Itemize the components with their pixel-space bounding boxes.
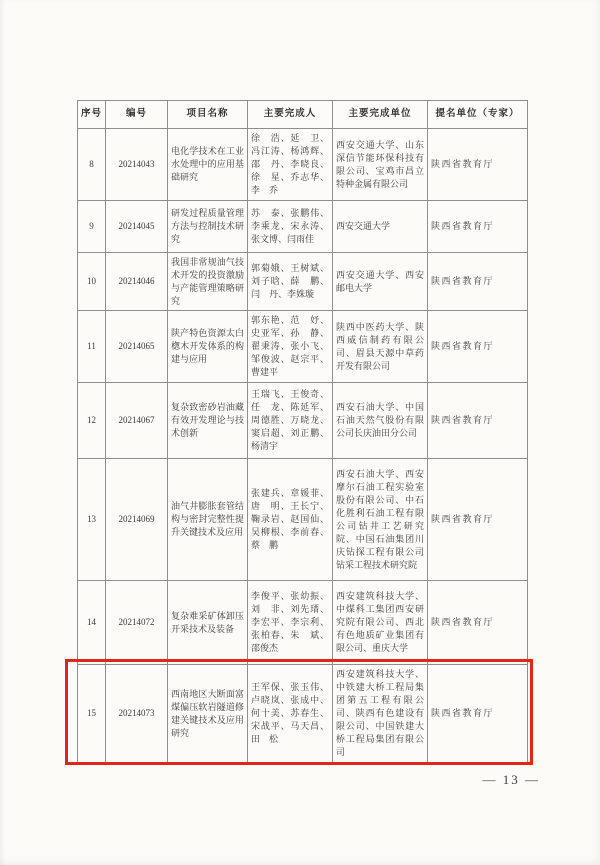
cell-units: 西安交通大学、西安邮电大学 (333, 253, 428, 311)
cell-project-name: 复杂致密砂岩油藏有效开发理论与技术创新 (168, 383, 248, 459)
cell-contributors: 王军保、张玉伟、卢晓岚、张成中、何十美、苏春生、宋战平、马天昌、田 松 (248, 665, 333, 763)
table-row (78, 201, 528, 253)
cell-contributors: 张建兵、章媛菲、唐 明、王长宁、鞠录岩、赵国仙、吴柳根、李前春、蔡 鹏 (248, 459, 333, 581)
cell-nominator: 陕西省教育厅 (428, 665, 528, 763)
cell-serial-number: 10 (78, 253, 106, 311)
table-row (78, 581, 528, 665)
cell-serial-number: 12 (78, 383, 106, 459)
cell-nominator: 陕西省教育厅 (428, 581, 528, 665)
cell-project-name: 研发过程质量管理方法与控制技术研究 (168, 201, 248, 253)
cell-project-name: 复杂难采矿体卸压开采技术及装备 (168, 581, 248, 665)
cell-units: 西安石油大学、西安摩尔石油工程实验室股份有限公司、中石化胜利石油工程有限公司钻井工艺研究院、中国石油集团川庆钻探工程有限公司钻采工程技术研究院 (333, 459, 428, 581)
cell-units: 西安建筑科技大学、中煤科工集团西安研究院有限公司、西北有色地质矿业集团有限公司、重庆大学 (333, 581, 428, 665)
cell-project-name: 我国非常规油气技术开发的投资激励与产能管理策略研究 (168, 253, 248, 311)
cell-units: 西安交通大学 (333, 201, 428, 253)
cell-project-name: 西南地区大断面富煤偏压软岩隧道修建关键技术及应用研究 (168, 665, 248, 763)
cell-serial-number: 8 (78, 129, 106, 201)
cell-project-name: 电化学技术在工业水处理中的应用基础研究 (168, 129, 248, 201)
table-row-highlighted (78, 665, 528, 763)
cell-nominator: 陕西省教育厅 (428, 201, 528, 253)
cell-serial-number: 9 (78, 201, 106, 253)
table-row (78, 459, 528, 581)
cell-serial-number: 13 (78, 459, 106, 581)
table-header-row (78, 101, 528, 129)
cell-code: 20214069 (106, 459, 168, 581)
cell-contributors: 徐 浩、延 卫、冯江涛、杨鸿辉、邵 丹、李晓良、徐 星、乔志华、李 乔 (248, 129, 333, 201)
cell-contributors: 郭菊娥、王树斌、刘子晗、薛 鹏、闫 丹、李姝璇 (248, 253, 333, 311)
cell-nominator: 陕西省教育厅 (428, 311, 528, 383)
cell-code: 20214067 (106, 383, 168, 459)
table-row (78, 311, 528, 383)
table-row (78, 129, 528, 201)
cell-serial-number: 14 (78, 581, 106, 665)
header-nominating-unit: 提名单位（专家） (428, 101, 528, 129)
cell-nominator: 陕西省教育厅 (428, 459, 528, 581)
cell-serial-number: 15 (78, 665, 106, 763)
cell-units: 西安石油大学、中国石油天然气股份有限公司长庆油田分公司 (333, 383, 428, 459)
cell-code: 20214045 (106, 201, 168, 253)
cell-units: 西安建筑科技大学、中铁建大桥工程局集团第五工程有限公司、陕西有色建设有限公司、中国铁建大桥工程局集团有限公司 (333, 665, 428, 763)
header-main-contributors: 主要完成人 (248, 101, 333, 129)
cell-contributors: 郭东艳、范 妤、史亚军、孙 静、翟秉涛、张小飞、邹俊波、赵宗平、曹建平 (248, 311, 333, 383)
cell-units: 西安交通大学、山东深信节能环保科技有限公司、宝鸡市昌立特种金属有限公司 (333, 129, 428, 201)
cell-serial-number: 11 (78, 311, 106, 383)
table-row (78, 253, 528, 311)
cell-code: 20214073 (106, 665, 168, 763)
cell-nominator: 陕西省教育厅 (428, 129, 528, 201)
cell-nominator: 陕西省教育厅 (428, 253, 528, 311)
header-serial-number: 序号 (78, 101, 106, 129)
header-project-name: 项目名称 (168, 101, 248, 129)
cell-code: 20214046 (106, 253, 168, 311)
cell-units: 陕西中医药大学、陕西威信制药有限公司、眉县天源中草药开发有限公司 (333, 311, 428, 383)
cell-code: 20214065 (106, 311, 168, 383)
page-number: — 13 — (482, 772, 540, 787)
cell-nominator: 陕西省教育厅 (428, 383, 528, 459)
cell-code: 20214072 (106, 581, 168, 665)
cell-project-name: 陕产特色资源太白楤木开发体系的构建与应用 (168, 311, 248, 383)
award-table (77, 100, 528, 763)
header-main-units: 主要完成单位 (333, 101, 428, 129)
cell-contributors: 王瑞飞、王俊奇、任 龙、陈延军、周德胜、万晓龙、窦启超、刘正鹏、杨清宇 (248, 383, 333, 459)
cell-contributors: 李俊平、张幼振、刘 非、刘先瑨、李宏平、李宗利、张柏春、朱 斌、邵俊杰 (248, 581, 333, 665)
header-code: 编号 (106, 101, 168, 129)
cell-code: 20214043 (106, 129, 168, 201)
cell-contributors: 苏 泰、张鹏伟、李乘龙、宋永涛、张文博、闫雨佳 (248, 201, 333, 253)
table-row (78, 383, 528, 459)
cell-project-name: 油气井膨胀套管结构与密封完整性提升关键技术及应用 (168, 459, 248, 581)
